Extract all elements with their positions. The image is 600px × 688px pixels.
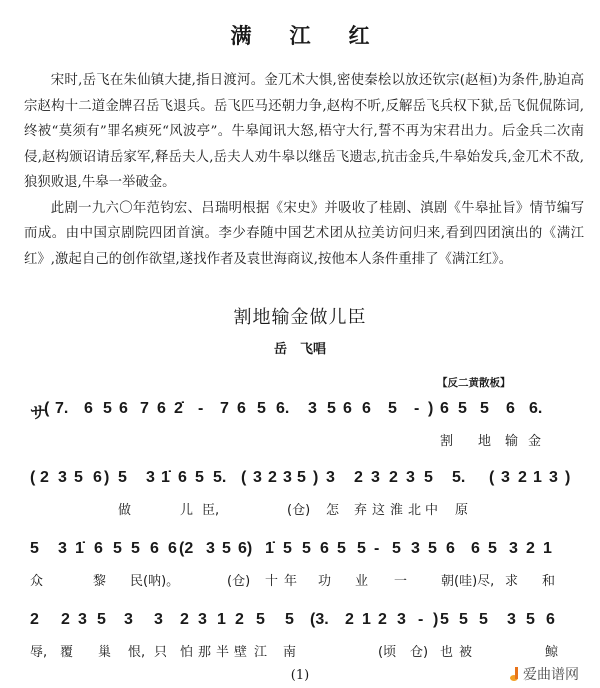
lyric: 巢 bbox=[98, 645, 112, 660]
lyric: 仓) bbox=[410, 645, 429, 660]
note: 1 bbox=[362, 611, 371, 628]
note: 2 bbox=[30, 611, 39, 628]
note: 7 bbox=[220, 400, 229, 417]
note: 2 bbox=[518, 469, 527, 486]
intro-paragraph: 此剧一九六〇年范钧宏、吕瑞明根据《宋史》并吸收了桂剧、滇剧《牛皋扯旨》情节编写而成。由中国京剧院四团首演。李少春随中国艺术团从拉美访问归来,看到四团演出的《满江红》,激起自己的创作欲望,遂找作者及袁世海商议,按他本人条件重排了《满江红》。 bbox=[24, 200, 584, 267]
note: 6 bbox=[471, 540, 480, 557]
note: 5 bbox=[195, 469, 204, 486]
music-note-icon bbox=[510, 667, 520, 681]
lyric: 中 bbox=[425, 503, 439, 518]
note: 5 bbox=[222, 540, 231, 557]
lyric: 壁 bbox=[234, 645, 248, 660]
note: 3 bbox=[58, 469, 67, 486]
lyric: 恨, bbox=[128, 645, 146, 660]
lyric: 求 bbox=[505, 574, 519, 589]
lyric: 鲸 bbox=[545, 645, 559, 660]
note: 2 bbox=[40, 469, 49, 486]
lyric: 也 bbox=[440, 645, 454, 660]
note: 5 bbox=[327, 400, 336, 417]
lyric: 辱, bbox=[30, 645, 48, 660]
note: 5 bbox=[118, 469, 127, 486]
lyric: (仓) bbox=[287, 503, 311, 518]
lyric: 这 bbox=[372, 503, 386, 518]
lyric: 割 bbox=[440, 434, 454, 449]
watermark bbox=[510, 664, 579, 684]
score-row bbox=[0, 540, 600, 606]
lyric: 怎 bbox=[326, 503, 340, 518]
lyric: 年 bbox=[284, 574, 298, 589]
note: 5 bbox=[428, 540, 437, 557]
note: (3. bbox=[310, 611, 329, 628]
note: - bbox=[374, 540, 380, 557]
note: 5 bbox=[479, 611, 488, 628]
note: 3 bbox=[124, 611, 133, 628]
lyric: 淮 bbox=[390, 503, 404, 518]
note: 6 bbox=[178, 469, 187, 486]
note: 2 bbox=[354, 469, 363, 486]
note: 3 bbox=[549, 469, 558, 486]
note: 6 bbox=[150, 540, 159, 557]
lyric: 原 bbox=[455, 503, 469, 518]
note: 3 bbox=[253, 469, 262, 486]
lyric: 和 bbox=[542, 574, 556, 589]
note: ) bbox=[565, 469, 571, 486]
note: 3 bbox=[198, 611, 207, 628]
note: 2 bbox=[345, 611, 354, 628]
note: 3 bbox=[411, 540, 420, 557]
lyric: 黎 bbox=[93, 574, 107, 589]
note: ) bbox=[104, 469, 110, 486]
lyric: 功 bbox=[318, 574, 332, 589]
note: 5 bbox=[283, 540, 292, 557]
note: 5 bbox=[74, 469, 83, 486]
lyric: 做 bbox=[118, 503, 132, 518]
lyric: 那 bbox=[198, 645, 212, 660]
score-row bbox=[0, 469, 600, 535]
note: 5 bbox=[302, 540, 311, 557]
note: 2̇ bbox=[174, 400, 183, 417]
note: (2 bbox=[179, 540, 194, 557]
note: 7. bbox=[55, 400, 69, 417]
note: 6. bbox=[276, 400, 290, 417]
note: ( bbox=[489, 469, 495, 486]
lyric: 十 bbox=[265, 574, 279, 589]
note: 5. bbox=[213, 469, 227, 486]
note: 6 bbox=[237, 400, 246, 417]
note: 3 bbox=[206, 540, 215, 557]
note: 3 bbox=[507, 611, 516, 628]
note: 2 bbox=[378, 611, 387, 628]
lyric: 弃 bbox=[354, 503, 368, 518]
note: 6 bbox=[93, 469, 102, 486]
note: 2 bbox=[235, 611, 244, 628]
note: - bbox=[414, 400, 420, 417]
note: 2 bbox=[180, 611, 189, 628]
note: 6 bbox=[119, 400, 128, 417]
note: ) bbox=[313, 469, 319, 486]
note: 5 bbox=[480, 400, 489, 417]
note: ) bbox=[428, 400, 434, 417]
note: 1̇ bbox=[75, 540, 84, 557]
note: 6 bbox=[343, 400, 352, 417]
note: 3 bbox=[283, 469, 292, 486]
intro-text bbox=[24, 68, 584, 272]
note: 6 bbox=[84, 400, 93, 417]
note: 3 bbox=[58, 540, 67, 557]
note: 3 bbox=[78, 611, 87, 628]
note: 3 bbox=[371, 469, 380, 486]
lyric: (顷 bbox=[378, 645, 397, 660]
lyric: 南 bbox=[283, 645, 297, 660]
note: 5 bbox=[440, 611, 449, 628]
banshi-label: 【反二黄散板】 bbox=[437, 377, 511, 389]
lyric: 朝(哇)尽, bbox=[441, 574, 495, 589]
page-number: (1) bbox=[290, 668, 310, 683]
note: ) bbox=[433, 611, 439, 628]
note: 5 bbox=[392, 540, 401, 557]
note: 6 bbox=[506, 400, 515, 417]
note: 5 bbox=[103, 400, 112, 417]
note: 6 bbox=[320, 540, 329, 557]
note: 5 bbox=[285, 611, 294, 628]
note: 1 bbox=[543, 540, 552, 557]
note: 5 bbox=[459, 611, 468, 628]
note: 2 bbox=[61, 611, 70, 628]
note: 5 bbox=[131, 540, 140, 557]
note: 3 bbox=[308, 400, 317, 417]
note: 5. bbox=[452, 469, 466, 486]
lyric: 怕 bbox=[180, 645, 194, 660]
note: - bbox=[198, 400, 204, 417]
lyric: 众 bbox=[30, 574, 44, 589]
note: 1̇ bbox=[265, 540, 274, 557]
note: 5 bbox=[488, 540, 497, 557]
note: 6. bbox=[529, 400, 543, 417]
note: 2 bbox=[268, 469, 277, 486]
note: 1̇ bbox=[161, 469, 170, 486]
lyric: (仓) bbox=[227, 574, 251, 589]
note: サ bbox=[30, 405, 47, 422]
note: 5 bbox=[113, 540, 122, 557]
lyric: 臣, bbox=[202, 503, 220, 518]
lyric: 业 bbox=[355, 574, 369, 589]
lyric: 只 bbox=[154, 645, 168, 660]
singer-credit: 岳 飞唱 bbox=[273, 342, 326, 357]
note: 5 bbox=[458, 400, 467, 417]
note: 7 bbox=[140, 400, 149, 417]
lyric: 北 bbox=[408, 503, 422, 518]
note: - bbox=[418, 611, 424, 628]
lyric: 一 bbox=[394, 574, 408, 589]
note: 5 bbox=[297, 469, 306, 486]
note: 6 bbox=[157, 400, 166, 417]
page-title: 满江红 bbox=[230, 24, 408, 48]
watermark-text: 爱曲谱网 bbox=[523, 667, 579, 683]
note: 3 bbox=[501, 469, 510, 486]
note: 6 bbox=[440, 400, 449, 417]
note: 6) bbox=[238, 540, 253, 557]
note: ( bbox=[30, 469, 36, 486]
note: ( bbox=[44, 400, 50, 417]
note: 5 bbox=[424, 469, 433, 486]
note: 3 bbox=[406, 469, 415, 486]
note: 3 bbox=[154, 611, 163, 628]
note: 5 bbox=[526, 611, 535, 628]
note: 5 bbox=[337, 540, 346, 557]
note: 3 bbox=[326, 469, 335, 486]
note: 5 bbox=[357, 540, 366, 557]
note: 5 bbox=[388, 400, 397, 417]
intro-paragraph: 宋时,岳飞在朱仙镇大捷,指日渡河。金兀术大惧,密使秦桧以放还钦宗(赵桓)为条件,胁迫高宗赵构十二道金牌召岳飞退兵。岳飞匹马还朝力争,赵构不听,反解岳飞兵权下狱,岳飞侃侃陈词,终被“莫须有”罪名瘐死“风波亭”。牛皋闻讯大怒,梧守大行,誓不再为宋君出力。后金兵二次南侵,赵构颁诏请岳家军,释岳夫人,岳夫人劝牛皋以继岳飞遗志,抗击金兵,牛皋始发兵,金兀术不敌,狼狈败退,牛皋一举破金。 bbox=[24, 73, 584, 190]
note: 5 bbox=[256, 611, 265, 628]
lyric: 地 bbox=[478, 434, 492, 449]
note: 3 bbox=[397, 611, 406, 628]
note: 1 bbox=[533, 469, 542, 486]
note: 2 bbox=[389, 469, 398, 486]
lyric: 被 bbox=[459, 645, 473, 660]
note: 6 bbox=[446, 540, 455, 557]
score-row bbox=[0, 400, 600, 466]
lyric: 金 bbox=[528, 434, 542, 449]
note: 2 bbox=[526, 540, 535, 557]
note: 5 bbox=[30, 540, 39, 557]
note: 3 bbox=[509, 540, 518, 557]
song-title: 割地输金做儿臣 bbox=[233, 307, 367, 328]
note: 6 bbox=[94, 540, 103, 557]
note: 5 bbox=[257, 400, 266, 417]
note: 1 bbox=[217, 611, 226, 628]
lyric: 输 bbox=[505, 434, 519, 449]
lyric: 儿 bbox=[180, 503, 194, 518]
lyric: 覆 bbox=[60, 645, 74, 660]
lyric: 民(呐)。 bbox=[130, 574, 180, 589]
lyric: 半 bbox=[216, 645, 230, 660]
note: 3 bbox=[146, 469, 155, 486]
note: 6 bbox=[546, 611, 555, 628]
note: 5 bbox=[97, 611, 106, 628]
note: ( bbox=[241, 469, 247, 486]
note: 6 bbox=[168, 540, 177, 557]
note: 6 bbox=[362, 400, 371, 417]
lyric: 江 bbox=[254, 645, 268, 660]
